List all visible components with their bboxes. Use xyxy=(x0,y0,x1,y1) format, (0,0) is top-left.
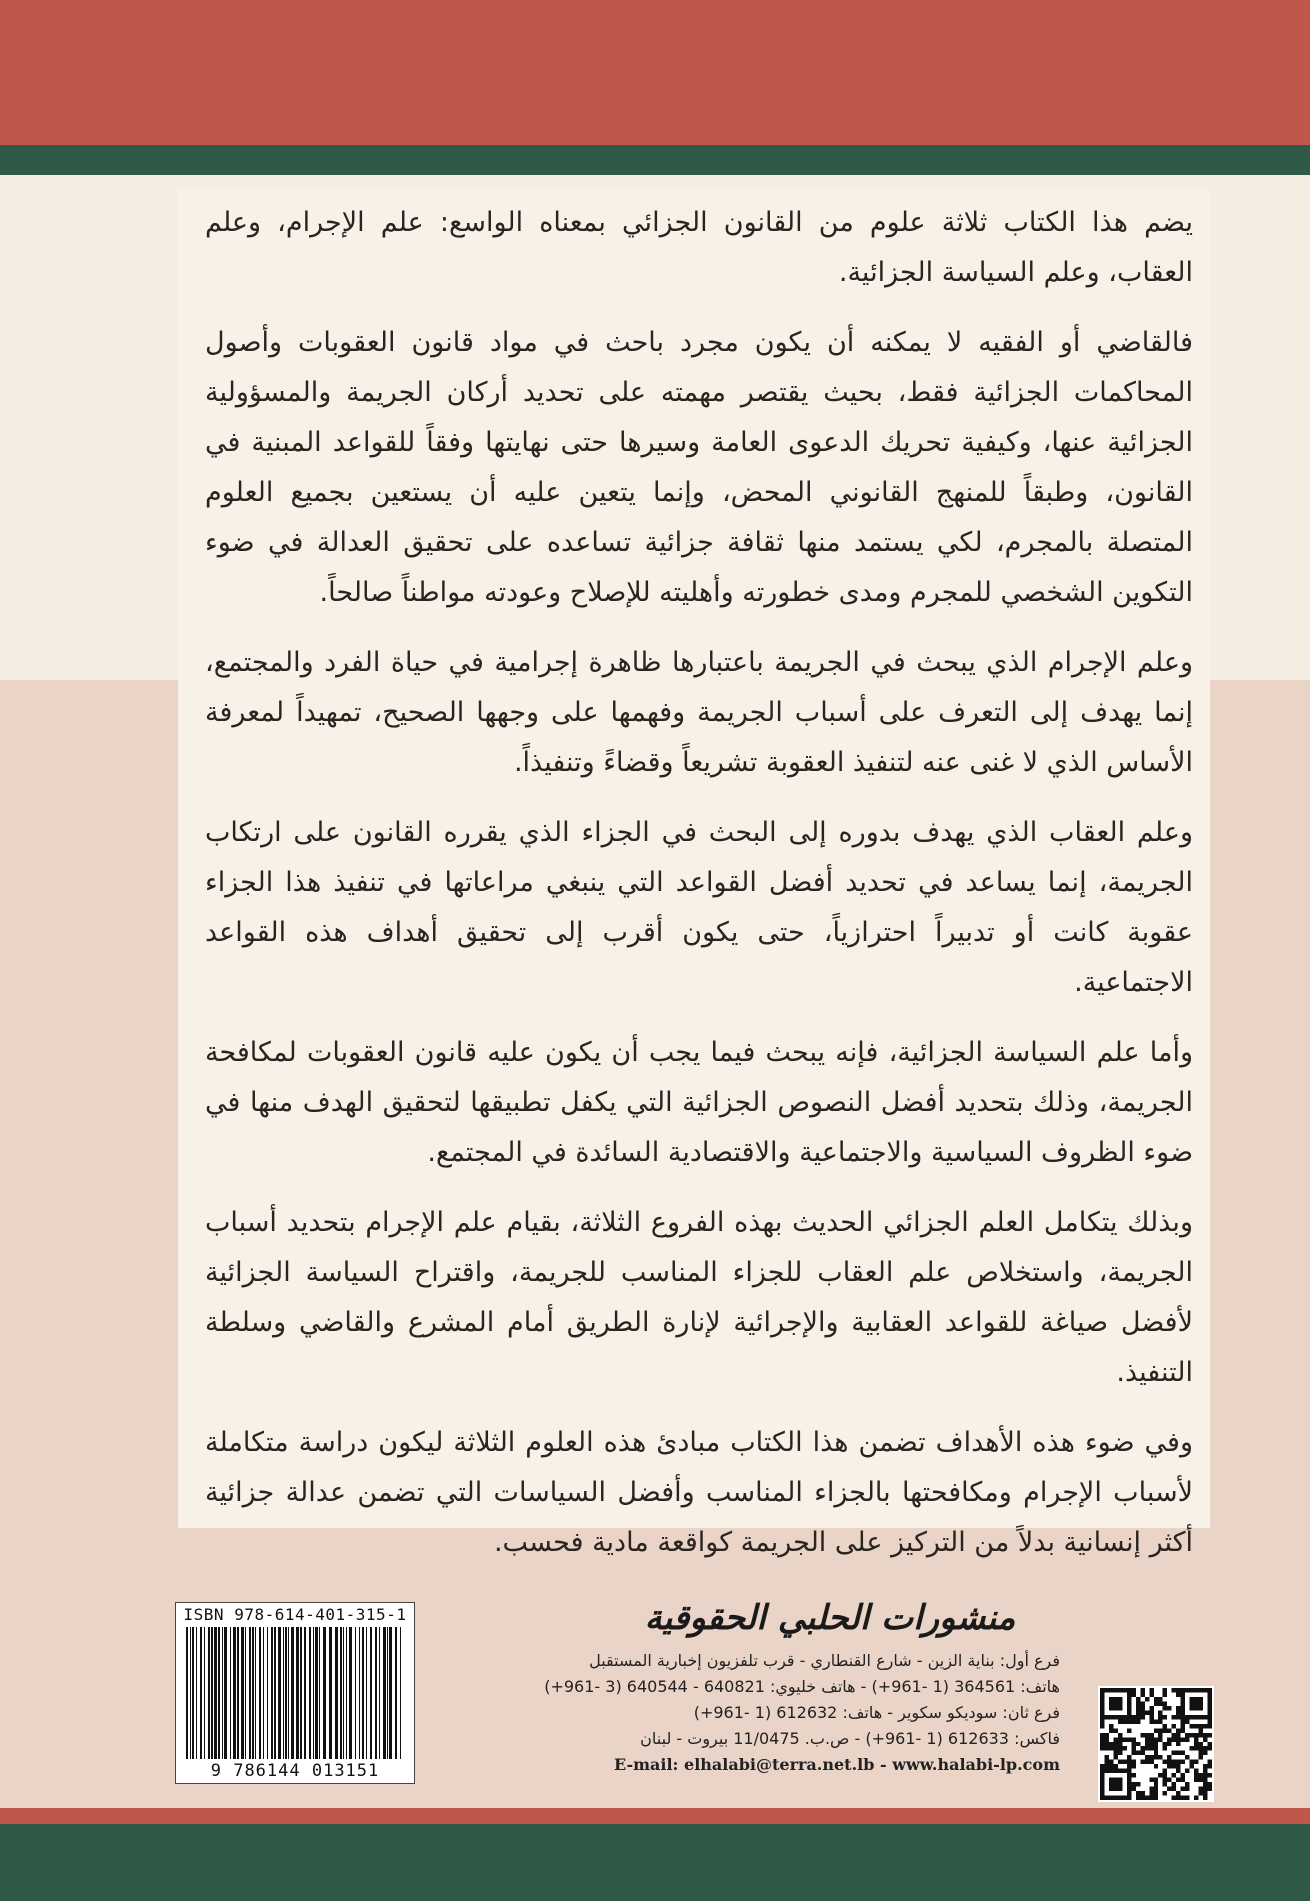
contact-line-2: هاتف: 364561 (1 -961+) - هاتف خليوي: 640821 - 640544 (3 -961+) xyxy=(544,1677,1060,1696)
top-red-band xyxy=(0,0,1310,145)
paragraph-7: وفي ضوء هذه الأهداف تضمن هذا الكتاب مبادئ هذه العلوم الثلاثة ليكون دراسة متكاملة لأسباب الإجرام ومكافحتها بالجزاء المناسب وأفضل السياسات التي تضمن عدالة جزائية أكثر إنسانية بدلاً من التركيز على الجريمة كواقعة مادية فحسب. xyxy=(205,1427,1193,1558)
qr-code xyxy=(1098,1686,1214,1802)
publisher-logo: منشورات الحلبي الحقوقية xyxy=(644,1598,1016,1638)
back-cover-text xyxy=(205,198,1193,1588)
paragraph-3: وعلم الإجرام الذي يبحث في الجريمة باعتبارها ظاهرة إجرامية في حياة الفرد والمجتمع، إنما يهدف إلى التعرف على أسباب الجريمة وفهمها على وجهها الصحيح، تمهيداً لمعرفة الأساس الذي لا غنى عنه لتنفيذ العقوبة تشريعاً وقضاءً وتنفيذاً. xyxy=(205,647,1193,778)
paragraph-5: وأما علم السياسة الجزائية، فإنه يبحث فيما يجب أن يكون عليه قانون العقوبات لمكافحة الجريمة، وذلك بتحديد أفضل النصوص الجزائية التي يكفل تطبيقها لتحقيق الهدف منها في ضوء الظروف السياسية والاجتماعية والاقتصادية السائدة في المجتمع. xyxy=(205,1037,1193,1168)
contact-email-web: E-mail: elhalabi@terra.net.lb - www.halabi-lp.com xyxy=(613,1755,1060,1774)
paragraph-4: وعلم العقاب الذي يهدف بدوره إلى البحث في الجزاء الذي يقرره القانون على ارتكاب الجريمة، إنما يساعد في تحديد أفضل القواعد التي ينبغي مراعاتها في تنفيذ هذا الجزاء عقوبة كانت أو تدبيراً احترازياً، حتى يكون أقرب إلى تحقيق أهداف هذه القواعد الاجتماعية. xyxy=(205,817,1193,998)
contact-line-3: فرع ثان: سوديكو سكوير - هاتف: 612632 (1 -961+) xyxy=(693,1703,1060,1722)
bottom-red-band xyxy=(0,1808,1310,1824)
top-green-band xyxy=(0,145,1310,175)
paragraph-1: يضم هذا الكتاب ثلاثة علوم من القانون الجزائي بمعناه الواسع: علم الإجرام، وعلم العقاب، وعلم السياسة الجزائية. xyxy=(205,207,1193,288)
barcode-bars xyxy=(184,1627,406,1759)
bottom-green-band xyxy=(0,1824,1310,1901)
contact-line-4: فاكس: 612633 (1 -961+) - ص.ب. 11/0475 بيروت - لبنان xyxy=(640,1729,1060,1748)
paragraph-6: وبذلك يتكامل العلم الجزائي الحديث بهذه الفروع الثلاثة، بقيام علم الإجرام بتحديد أسباب الجريمة، واستخلاص علم العقاب للجزاء المناسب للجريمة، واقتراح السياسة الجزائية لأفضل صياغة للقواعد العقابية والإجرائية لإنارة الطريق أمام المشرع والقاضي وسلطة التنفيذ. xyxy=(205,1207,1193,1388)
publisher-contact xyxy=(420,1648,1060,1778)
barcode-number: 9 786144 013151 xyxy=(210,1761,380,1781)
paragraph-2: فالقاضي أو الفقيه لا يمكنه أن يكون مجرد باحث في مواد قانون العقوبات وأصول المحاكمات الجزائية فقط، بحيث يقتصر مهمته على تحديد أركان الجريمة والمسؤولية الجزائية عنها، وكيفية تحريك الدعوى العامة وسيرها حتى نهايتها وفقاً للقواعد المبنية في القانون، وطبقاً للمنهج القانوني المحض، وإنما يتعين عليه أن يستعين بجميع العلوم المتصلة بالمجرم، لكي يستمد منها ثقافة جزائية تساعده على تحقيق العدالة في ضوء التكوين الشخصي للمجرم ومدى خطورته وأهليته للإصلاح وعودته مواطناً صالحاً. xyxy=(205,327,1193,608)
contact-line-1: فرع أول: بناية الزين - شارع القنطاري - قرب تلفزيون إخبارية المستقبل xyxy=(589,1651,1060,1670)
isbn-label: ISBN 978-614-401-315-1 xyxy=(183,1605,407,1624)
isbn-barcode xyxy=(175,1602,415,1784)
